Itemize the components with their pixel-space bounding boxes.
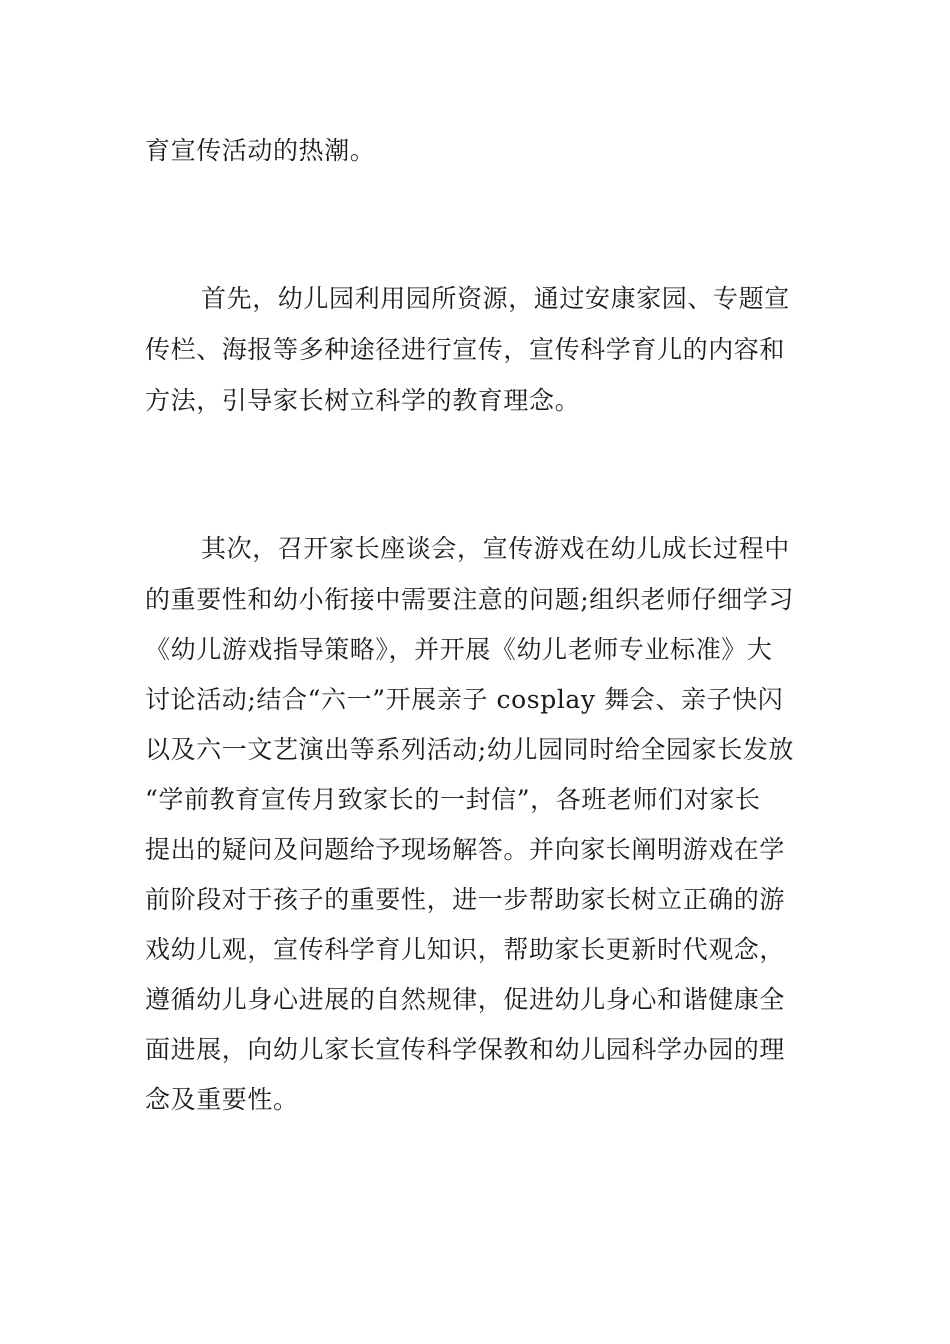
paragraph-3-line-6: “学前教育宣传月致家长的一封信”，各班老师们对家长	[145, 785, 761, 814]
paragraph-1-line-1: 育宣传活动的热潮。	[145, 136, 376, 165]
paragraph-3-line-11: 面进展，向幼儿家长宣传科学保教和幼儿园科学办园的理	[145, 1035, 786, 1064]
paragraph-3-line-10: 遵循幼儿身心进展的自然规律，促进幼儿身心和谐健康全	[145, 985, 786, 1014]
paragraph-3-line-8: 前阶段对于孩子的重要性，进一步帮助家长树立正确的游	[145, 885, 786, 914]
paragraph-2-line-3: 方法，引导家长树立科学的教育理念。	[145, 386, 581, 415]
paragraph-3-line-4: 讨论活动;结合“六一”开展亲子 cosplay 舞会、亲子快闪	[145, 685, 784, 714]
paragraph-3-line-12: 念及重要性。	[145, 1085, 299, 1114]
paragraph-2-line-2: 传栏、海报等多种途径进行宣传，宣传科学育儿的内容和	[145, 335, 786, 364]
paragraph-3-line-3: 《幼儿游戏指导策略》，并开展《幼儿老师专业标准》大	[145, 635, 773, 664]
paragraph-3-line-7: 提出的疑问及问题给予现场解答。并向家长阐明游戏在学	[145, 835, 786, 864]
paragraph-3-line-1: 其次，召开家长座谈会，宣传游戏在幼儿成长过程中	[201, 534, 790, 563]
paragraph-3-line-9: 戏幼儿观，宣传科学育儿知识，帮助家长更新时代观念，	[145, 935, 786, 964]
paragraph-3-line-5: 以及六一文艺演出等系列活动;幼儿园同时给全园家长发放	[145, 735, 795, 764]
paragraph-3-line-2: 的重要性和幼小衔接中需要注意的问题;组织老师仔细学习	[145, 585, 795, 614]
paragraph-2-line-1: 首先，幼儿园利用园所资源，通过安康家园、专题宣	[201, 284, 790, 313]
